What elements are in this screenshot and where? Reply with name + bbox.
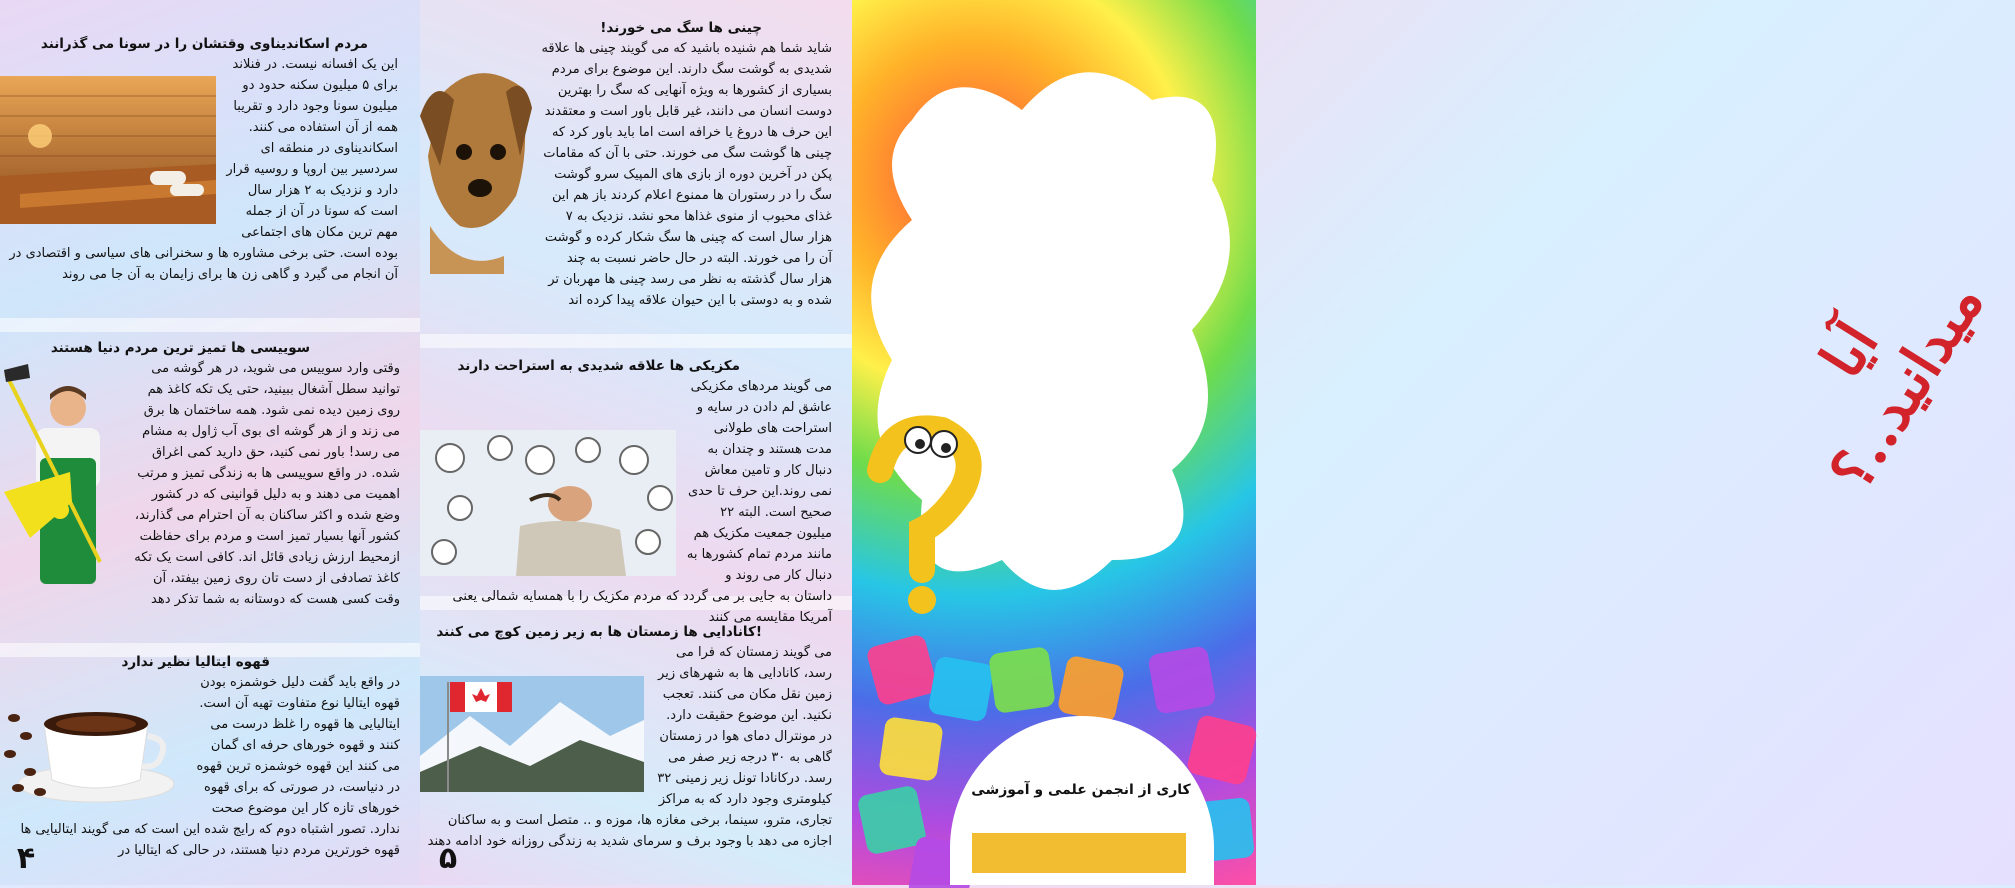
credit-text: کاری از انجمن علمی و آموزشی (971, 782, 1191, 798)
swiss-article (0, 338, 400, 610)
coffee-title: قهوه ایتالیا نظیر ندارد (121, 654, 270, 670)
section-divider (0, 318, 420, 332)
cover-title: آیا میدانید..؟ (1807, 270, 1997, 502)
dogs-article (420, 18, 832, 311)
canada-body: می گویند زمستان که فرا می رسد، کانادایی ها به شهرهای زیر زمین نقل مکان می کنند. تعجب نکنید. این موضوع حقیقت دارد. در مونترال دمای هوا در زمستان گاهی به ۳۰ درجه زیر صفر می رسد. درکانادا تونل زیر زمینی ۳۲ کیلومتری وجود دارد که به مراکز تجاری، مترو، سینما، برخی مغازه ها، موزه و .. متصل است و به ساکنان اجازه می دهد با وجود برف و سرمای شدید به زندگی روزانه خود ادامه دهند (427, 645, 832, 849)
canada-mountain-photo (420, 676, 644, 792)
mexico-title: مکزیکی ها علاقه شدیدی به استراحت دارند (457, 358, 740, 374)
coffee-article (0, 652, 400, 861)
sauna-title: مردم اسکاندیناوی وقتشان را در سونا می گذرانند (40, 36, 368, 52)
canada-title: !کانادایی ها زمستان ها به زیر زمین کوچ می کنند (436, 624, 762, 640)
paint-splash (871, 72, 1230, 590)
dogs-title: چینی ها سگ می خورند! (600, 20, 762, 36)
page-number: ۴ (16, 840, 36, 876)
dog-photo (420, 56, 532, 274)
page-4 (0, 0, 420, 885)
mexico-article (420, 356, 832, 628)
credit-color-bar (972, 833, 1186, 873)
page-5 (420, 0, 852, 885)
section-divider (420, 334, 852, 348)
dogs-body: شاید شما هم شنیده باشید که می گویند چینی ها علاقه شدیدی به گوشت سگ دارند. این موضوع برای مردم بسیاری از کشورها به ویژه آنهایی که سگ را بهترین دوست انسان می دانند، غیر قابل باور است و معتقدند این حرف ها دروغ یا خرافه است اما باید باور کرد که چینی ها گوشت سگ می خورند. حتی با آن که مقامات پکن در آخرین دوره از بازی های المپیک سرو گوشت سگ را در رستوران ها ممنوع اعلام کردند باز هم این غذای محبوب از منوی غذاها محو نشد. نزدیک به ۷ هزار سال است که چینی ها سگ شکار کرده و گوشت آن را می خورند. البته در حال حاضر نسبت به چند هزار سال گذشته به نظر می رسد چینی ها مهربان تر شده و به دوستی با این حیوان علاقه پیدا کرده اند (541, 41, 832, 308)
sauna-article (0, 34, 398, 285)
page-number: ۵ (438, 840, 458, 876)
canada-article (420, 622, 832, 852)
sleeping-man-photo (420, 430, 676, 576)
swiss-body: وقتی وارد سوییس می شوید، در هر گوشه می توانید سطل آشغال ببینید، حتی یک تکه کاغذ هم روی زمین دیده نمی شود. همه ساختمان ها برق می زند و از هر گوشه ای بوی آب ژاول به مشام می رسد! باور نمی کنید، حق دارید کمی اغراق شده. در واقع سوییسی ها به زندگی تمیز و مرتب اهمیت می دهند و به دلیل قوانینی که در کشور وضع شده و اکثر ساکنان به آن احترام می گذارند، کشور آنها بسیار تمیز است و مردم برای حفاظت ازمحیط ارزش زیادی قائل اند. کافی است یک تکه کاغذ تصادفی از دست تان روی زمین بیفتد، آن وقت کسی هست که دوستانه به شما تذکر دهد (134, 361, 400, 607)
coffee-cup-photo (0, 688, 180, 806)
sauna-photo (0, 76, 216, 224)
swiss-title: سوییسی ها تمیز ترین مردم دنیا هستند (50, 340, 310, 356)
cleaner-photo (0, 362, 118, 588)
sauna-body: این یک افسانه نیست. در فنلاند برای ۵ میلیون سکنه حدود دو میلیون سونا وجود دارد و تقریبا همه از آن استفاده می کنند. اسکاندیناوی در منطقه ای سردسیر بین اروپا و روسیه قرار دارد و نزدیک به ۲ هزار سال است که سونا در آن از جمله مهم ترین مکان های اجتماعی بوده است. حتی برخی مشاوره ها و سخنرانی های سیاسی و اقتصادی در آن انجام می گیرد و گاهی زن ها برای زایمان به آن جا می روند (9, 57, 398, 282)
mexico-body: می گویند مردهای مکزیکی عاشق لم دادن در سایه و استراحت های طولانی مدت هستند و چندان به دنبال کار و تامین معاش نمی روند.این حرف تا حدی صحیح است. البته ۲۲ میلیون جمعیت مکزیک هم مانند مردم تمام کشورها به دنبال کار می روند و داستان به جایی بر می گردد که مردم مکزیک را با همسایه شمالی یعنی آمریکا مقایسه می کنند (452, 379, 832, 625)
coffee-body: در واقع باید گفت دلیل خوشمزه بودن قهوه ایتالیا نوع متفاوت تهیه آن است. ایتالیایی ها قهوه را غلظ درست می کنند و قهوه خورهای حرفه ای گمان می کنند این قهوه خوشمزه ترین قهوه در دنیاست، در صورتی که برای قهوه خورهای تازه کار این موضوع صحت ندارد. تصور اشتباه دوم که رایج شده این است که می گویند ایتالیایی ها قهوه خورترین مردم دنیا هستند، در حالی که ایتالیا در (20, 675, 400, 858)
